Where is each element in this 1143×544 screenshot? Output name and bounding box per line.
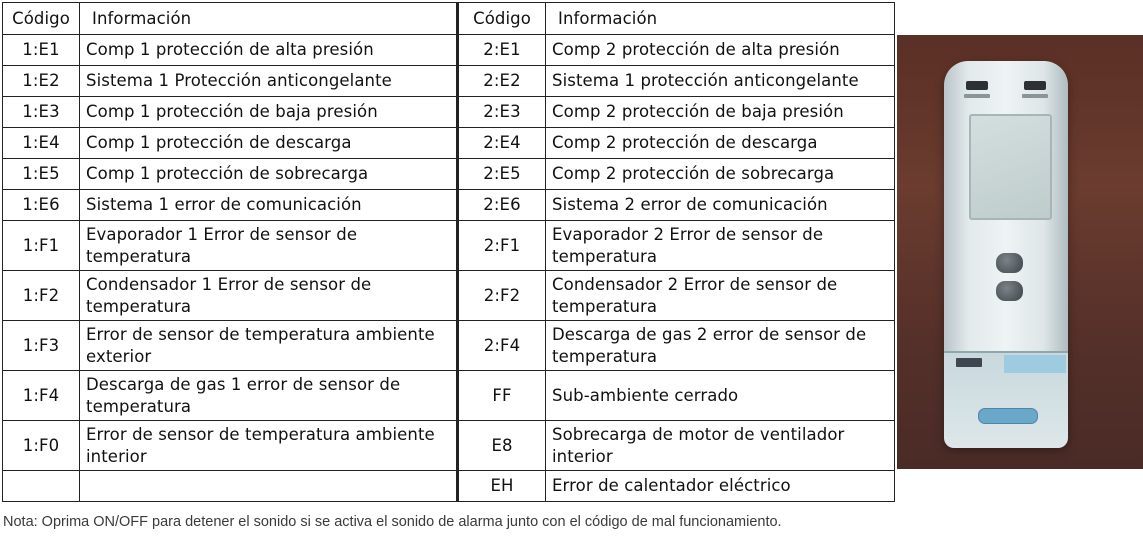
table-row: [3, 271, 895, 321]
code-cell: 2:E1: [458, 35, 546, 66]
table-header-row: [3, 3, 895, 35]
code-cell: 2:F2: [458, 271, 546, 321]
code-cell: 2:E5: [458, 159, 546, 190]
lcd-screen: [969, 114, 1052, 220]
info-cell: Sistema 1 Protección anticongelante: [80, 66, 458, 97]
info-cell: Comp 1 protección de descarga: [80, 128, 458, 159]
info-cell: Evaporador 1 Error de sensor de temperatura: [80, 221, 458, 271]
info-cell: Sobrecarga de motor de ventilador interior: [546, 421, 895, 471]
info-cell: Sistema 1 error de comunicación: [80, 190, 458, 221]
remote-control-photo: [897, 35, 1143, 469]
code-cell: 2:E6: [458, 190, 546, 221]
code-cell: 2:F1: [458, 221, 546, 271]
code-cell: 1:F0: [3, 421, 80, 471]
header-code-right: Código: [458, 3, 546, 35]
info-cell: Descarga de gas 1 error de sensor de temperatura: [80, 371, 458, 421]
code-cell: 1:F2: [3, 271, 80, 321]
table-row: [3, 159, 895, 190]
table-row: [3, 221, 895, 271]
code-cell: 1:E2: [3, 66, 80, 97]
code-cell: 2:E4: [458, 128, 546, 159]
error-code-table: [2, 2, 895, 502]
remote-slide-cover: [944, 351, 1068, 448]
table-row: [3, 128, 895, 159]
info-cell: Sistema 1 protección anticongelante: [546, 66, 895, 97]
code-cell: 2:E2: [458, 66, 546, 97]
table-row: [3, 35, 895, 66]
onoff-button-graphic: [966, 81, 988, 90]
code-cell: 1:F1: [3, 221, 80, 271]
code-cell: 1:E6: [3, 190, 80, 221]
info-cell: Sistema 2 error de comunicación: [546, 190, 895, 221]
header-info-left: Información: [80, 3, 458, 35]
info-cell: Condensador 1 Error de sensor de temperatura: [80, 271, 458, 321]
code-cell: 1:E1: [3, 35, 80, 66]
code-cell: 1:F3: [3, 321, 80, 371]
info-cell: Comp 2 protección de sobrecarga: [546, 159, 895, 190]
table-row: [3, 471, 895, 502]
info-cell: Comp 2 protección de alta presión: [546, 35, 895, 66]
slide-accent-graphic: [1004, 355, 1066, 373]
brand-badge-graphic: [978, 408, 1038, 424]
down-button-graphic: [996, 281, 1023, 301]
code-cell: FF: [458, 371, 546, 421]
up-button-graphic: [996, 253, 1023, 273]
info-cell: Comp 2 protección de descarga: [546, 128, 895, 159]
code-cell: 1:F4: [3, 371, 80, 421]
remote-control: [944, 61, 1068, 446]
code-cell: 1:E3: [3, 97, 80, 128]
info-cell: Error de calentador eléctrico: [546, 471, 895, 502]
table-row: [3, 97, 895, 128]
mode-button-graphic: [1024, 81, 1046, 90]
table-row: [3, 66, 895, 97]
button-label-graphic: [1022, 94, 1048, 98]
info-cell: Comp 1 protección de alta presión: [80, 35, 458, 66]
info-cell: Error de sensor de temperatura ambiente interior: [80, 421, 458, 471]
code-cell: EH: [458, 471, 546, 502]
table-row: [3, 371, 895, 421]
info-cell: Comp 1 protección de sobrecarga: [80, 159, 458, 190]
code-cell: 2:F4: [458, 321, 546, 371]
code-cell: 1:E4: [3, 128, 80, 159]
info-cell: Condensador 2 Error de sensor de temperatura: [546, 271, 895, 321]
code-cell: [3, 471, 80, 502]
header-info-right: Información: [546, 3, 895, 35]
slide-tab-graphic: [956, 358, 982, 367]
header-code-left: Código: [3, 3, 80, 35]
info-cell: [80, 471, 458, 502]
code-cell: E8: [458, 421, 546, 471]
code-cell: 1:E5: [3, 159, 80, 190]
table-row: [3, 421, 895, 471]
info-cell: Comp 1 protección de baja presión: [80, 97, 458, 128]
table-row: [3, 321, 895, 371]
code-cell: 2:E3: [458, 97, 546, 128]
button-label-graphic: [964, 94, 990, 98]
info-cell: Comp 2 protección de baja presión: [546, 97, 895, 128]
info-cell: Error de sensor de temperatura ambiente exterior: [80, 321, 458, 371]
table-row: [3, 190, 895, 221]
info-cell: Sub-ambiente cerrado: [546, 371, 895, 421]
footnote: Nota: Oprima ON/OFF para detener el sonido si se activa el sonido de alarma junto con el código de mal funcionamiento.: [3, 514, 782, 530]
info-cell: Descarga de gas 2 error de sensor de temperatura: [546, 321, 895, 371]
info-cell: Evaporador 2 Error de sensor de temperatura: [546, 221, 895, 271]
